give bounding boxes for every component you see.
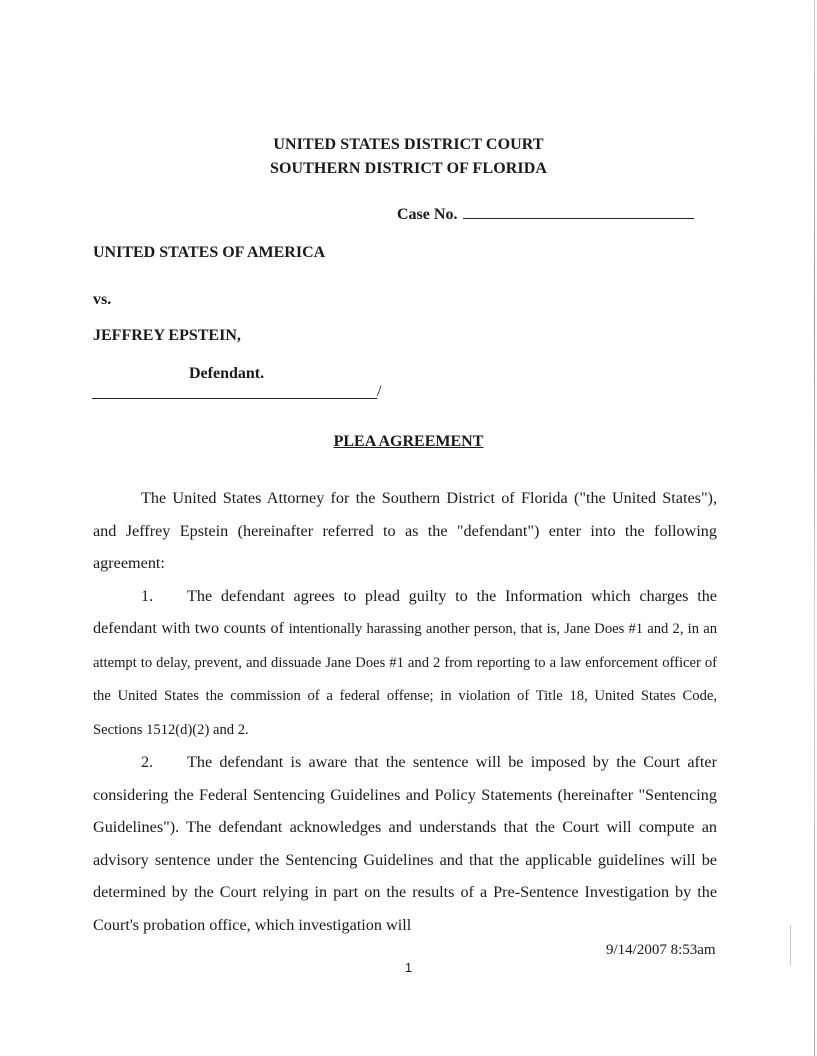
court-name: UNITED STATES DISTRICT COURT bbox=[273, 136, 544, 153]
paragraph-number: 2. bbox=[141, 753, 154, 771]
case-number-blank bbox=[463, 204, 694, 219]
caption-slash: / bbox=[377, 383, 382, 400]
paragraph-2 bbox=[93, 746, 717, 941]
versus-label: vs. bbox=[93, 291, 112, 308]
caption-rule bbox=[92, 398, 377, 399]
court-district: SOUTHERN DISTRICT OF FLORIDA bbox=[269, 160, 548, 177]
paragraph-text: intentionally harassing another person, that is, Jane Does #1 and 2, in an attempt to delay, prevent, and dissuade Jane Does #1 and 2 from reporting to a law enforcement officer of the United States the commission of a federal offense; in violation of Title 18, United States Code, Sections 1512(d)(2) and 2. bbox=[93, 621, 717, 738]
intro-paragraph: The United States Attorney for the Southern District of Florida ("the United States"), and Jeffrey Epstein (hereinafter referred to as the "defendant") enter into the following agreement: bbox=[93, 489, 717, 572]
page-edge-shadow bbox=[814, 0, 815, 1056]
document-body bbox=[93, 482, 717, 941]
document-title: PLEA AGREEMENT bbox=[333, 433, 484, 450]
paragraph-text: The defendant agrees to plead guilty to the Information which charges the defendant with two counts of bbox=[93, 586, 717, 637]
paragraph-text: The defendant is aware that the sentence will be imposed by the Court after considering the Federal Sentencing Guidelines and Policy Statements (hereinafter "Sentencing Guidelines"). The defendant acknowledges and understands that the Court will compute an advisory sentence under the Sentencing Guidelines and that the applicable guidelines will be determined by the Court relying in part on the results of a Pre-Sentence Investigation by the Court's probation office, which investigation will bbox=[93, 753, 717, 934]
case-number-field bbox=[397, 204, 694, 224]
paragraph-number: 1. bbox=[141, 586, 154, 605]
case-number-label: Case No. bbox=[397, 206, 458, 223]
paragraph-1 bbox=[93, 580, 717, 747]
print-timestamp: 9/14/2007 8:53am bbox=[606, 942, 716, 958]
plaintiff-name: UNITED STATES OF AMERICA bbox=[93, 244, 326, 261]
defendant-role-label: Defendant. bbox=[189, 365, 265, 382]
defendant-name: JEFFREY EPSTEIN, bbox=[93, 327, 241, 344]
scan-artifact-line bbox=[790, 925, 791, 965]
page-number: 1 bbox=[404, 960, 413, 975]
